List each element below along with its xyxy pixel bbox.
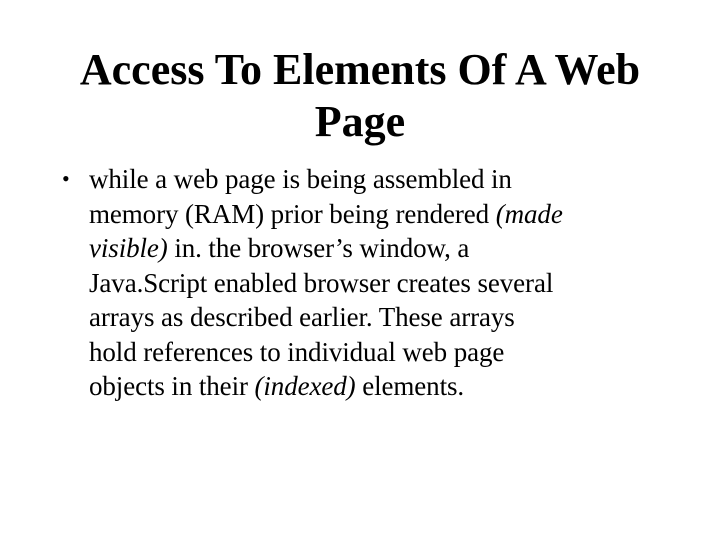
bullet-line xyxy=(89,300,688,335)
italic-text-run: (made xyxy=(495,198,563,229)
text-run: arrays as described earlier. These arrays xyxy=(89,302,515,332)
bullet-line xyxy=(89,369,688,404)
bullet-line xyxy=(89,197,688,232)
italic-text-run: (indexed) xyxy=(254,371,356,401)
bullet-list xyxy=(48,162,688,404)
italic-text-run: visible) xyxy=(89,233,168,263)
text-run: in. the browser’s window, a xyxy=(167,233,470,263)
bullet-item xyxy=(48,162,688,404)
bullet-line xyxy=(89,266,688,301)
bullet-text xyxy=(89,162,688,404)
bullet-line xyxy=(89,335,688,370)
slide-title: Access To Elements Of A Web Page xyxy=(79,45,641,146)
bullet-line xyxy=(89,231,688,266)
text-run: while a web page is being assembled in xyxy=(89,164,512,194)
text-run: objects in their xyxy=(89,371,255,401)
bullet-line xyxy=(89,162,688,197)
text-run: memory (RAM) prior being rendered xyxy=(89,198,496,229)
text-run: Java.Script enabled browser creates several xyxy=(89,267,554,298)
text-run: hold references to individual web page xyxy=(89,336,505,367)
bullet-icon: • xyxy=(62,166,70,191)
text-run: elements. xyxy=(355,371,465,401)
